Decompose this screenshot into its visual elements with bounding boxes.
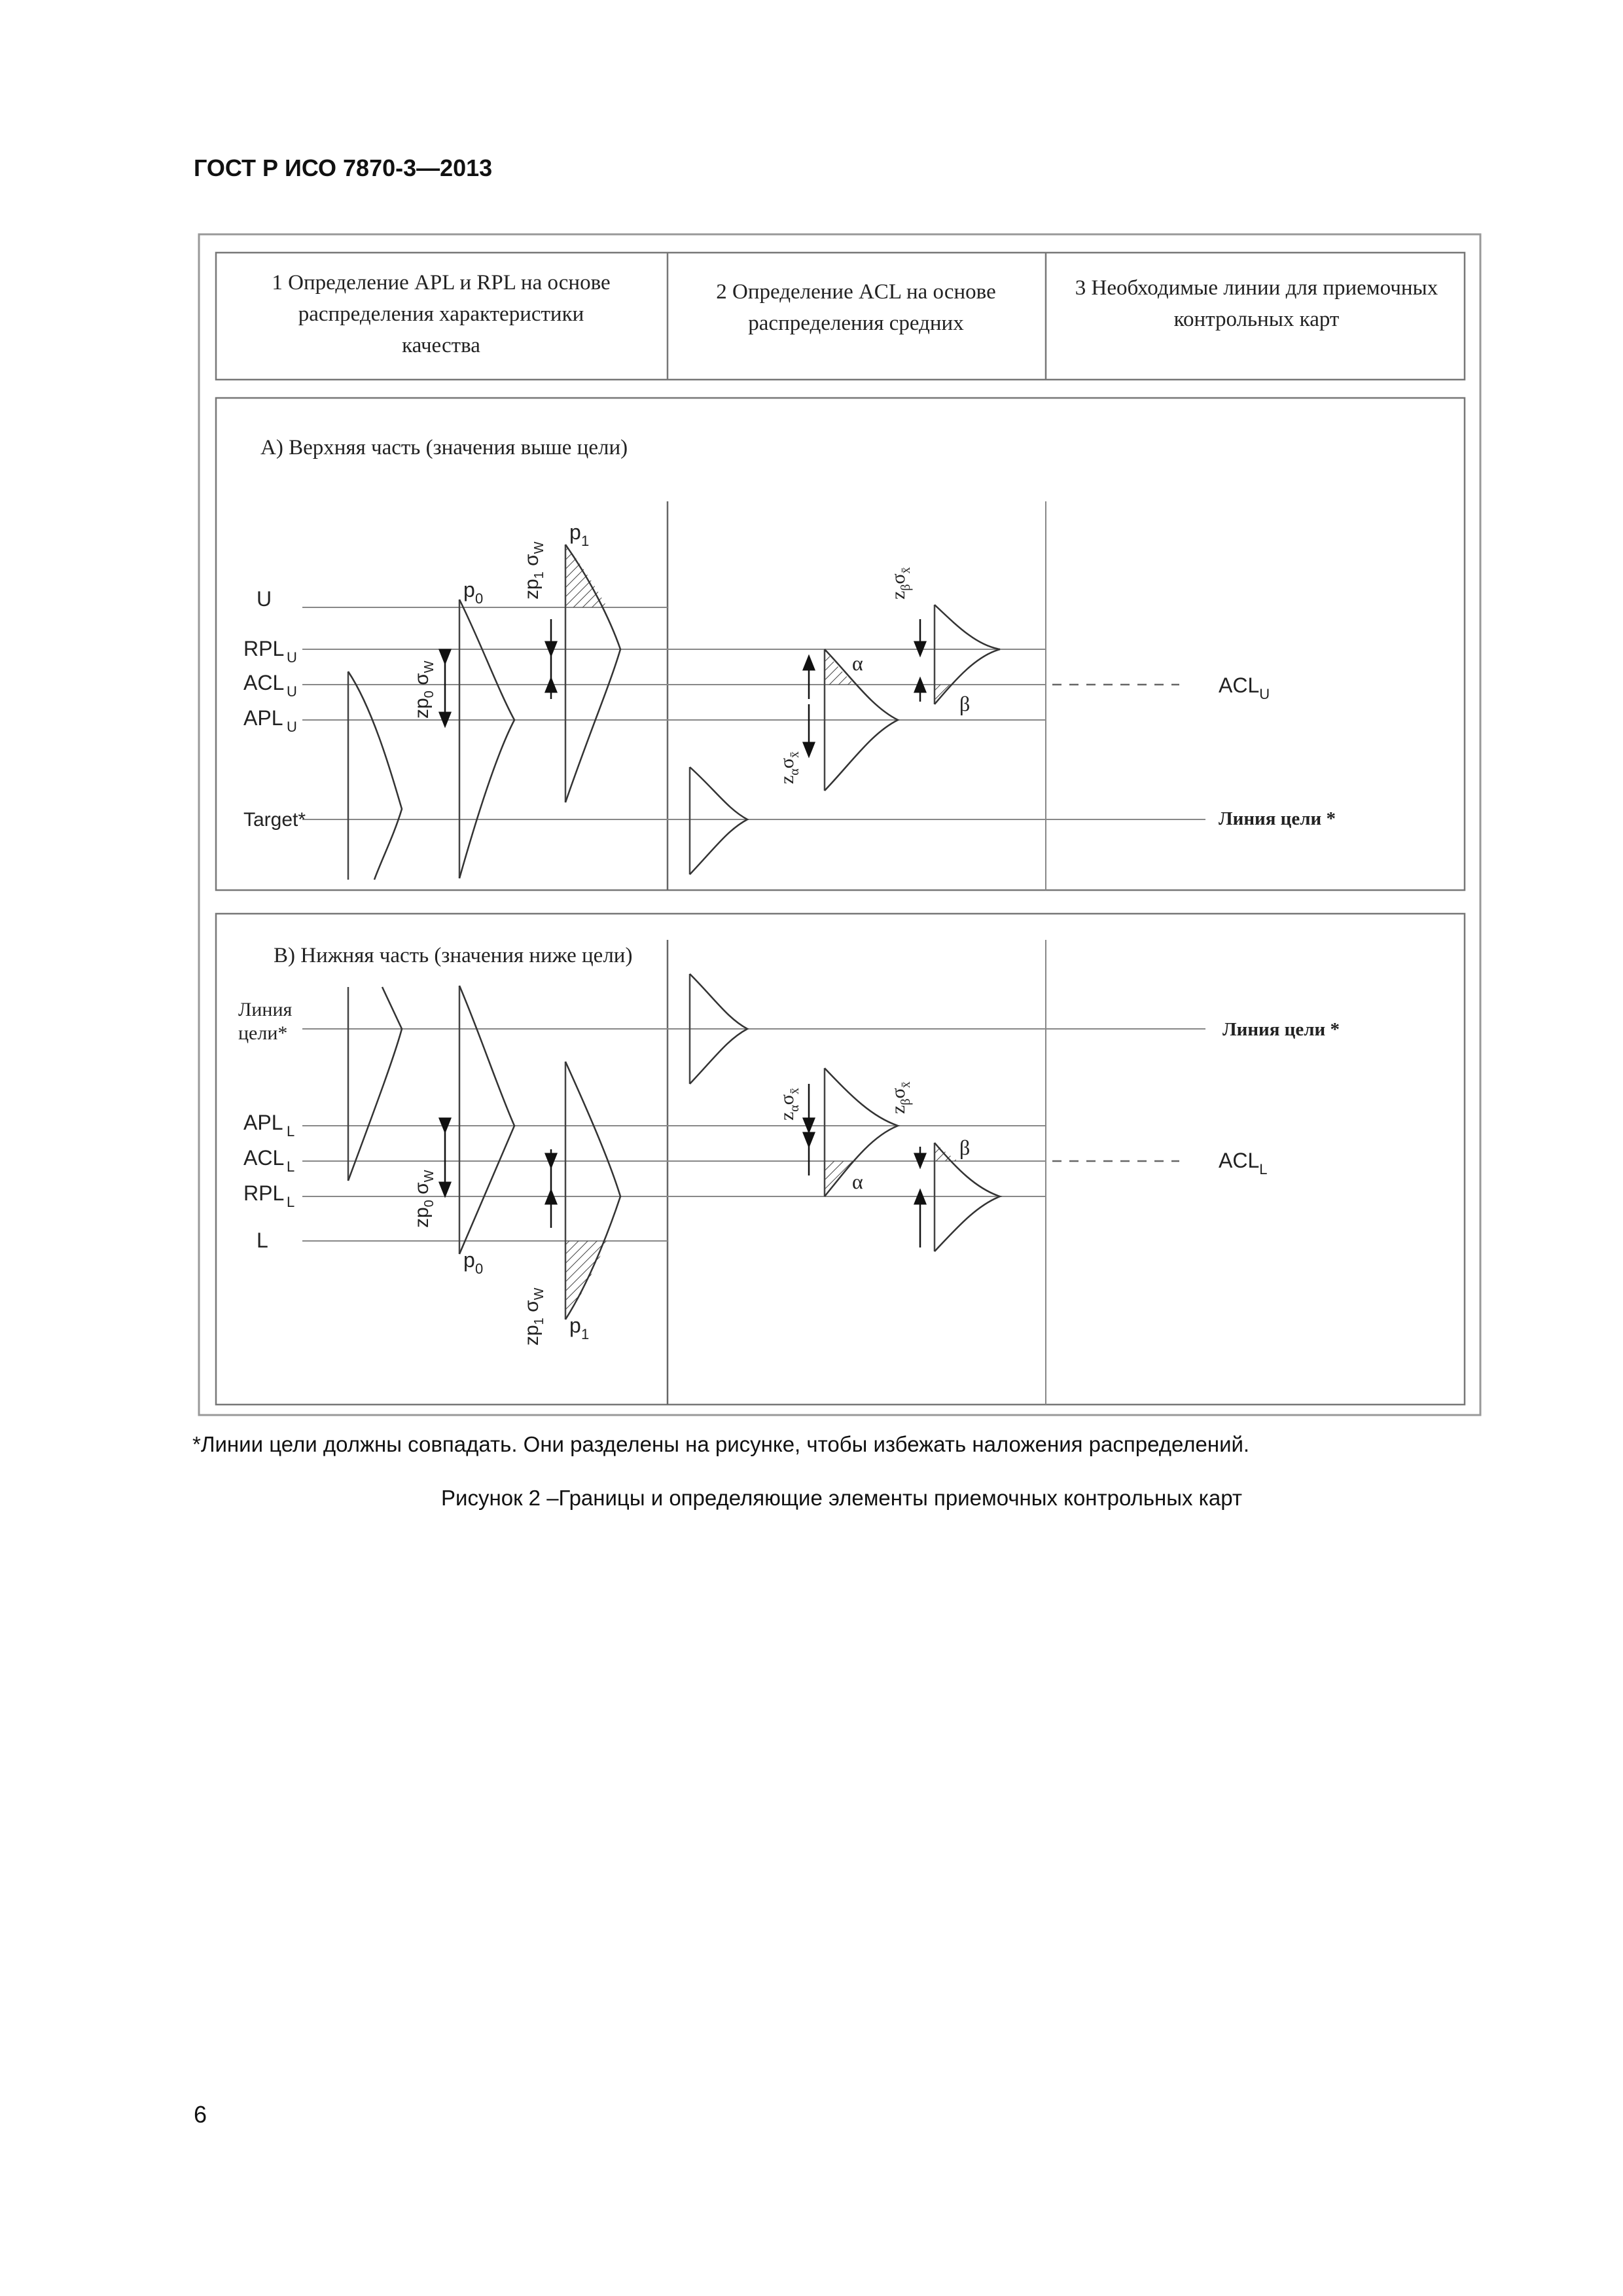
figure-acceptance-control-charts [198, 233, 1482, 1416]
upper-label-acl: ACL [243, 671, 285, 694]
lower-label-acl: ACL [243, 1146, 285, 1170]
upper-z-beta-label: $z_\beta\sigma_{x̄}$ [887, 567, 913, 600]
column-3-header-line-2: контрольных карт [1173, 308, 1340, 331]
lower-beta-label: β [959, 1136, 971, 1159]
column-2-header-line-1: 2 Определение ACL на основе [716, 280, 996, 304]
lower-p0-label: p [463, 1248, 475, 1272]
upper-label-rpl: RPL [243, 637, 285, 660]
document-header: ГОСТ Р ИСО 7870-3—2013 [194, 154, 493, 181]
upper-alpha-label: α [852, 651, 863, 675]
lower-zp0-label: $zp_0$ $\sigma_W$ [411, 1170, 437, 1228]
lower-panel [216, 914, 1465, 1405]
figure-caption: Рисунок 2 –Границы и определяющие элементы приемочных контрольных карт [441, 1486, 1242, 1510]
lower-zp1-label: $zp_1$ $\sigma_W$ [521, 1287, 546, 1346]
upper-label-rpl-sub: U [287, 649, 297, 666]
column-1-header-line-3: качества [402, 334, 480, 357]
lower-p1-label-sub: 1 [581, 1326, 590, 1342]
lower-beta-hatched-area [935, 1143, 958, 1161]
lower-label-acl-sub: L [287, 1158, 295, 1175]
upper-beta-label: β [959, 692, 971, 715]
upper-z-alpha-label: $z_\alpha\sigma_{x̄}$ [776, 751, 802, 784]
column-1-header-line-2: распределения характеристики [298, 302, 584, 326]
upper-quality-distribution [348, 672, 402, 880]
column-2-header-line-2: распределения средних [748, 312, 964, 335]
lower-p0-distribution [459, 986, 514, 1254]
upper-p1-label: p [569, 520, 581, 544]
upper-target-line-label: Линия цели * [1219, 808, 1336, 829]
column-3-header-line-1: 3 Необходимые линии для приемочных [1075, 276, 1438, 300]
upper-acl-line-label: $ACL_U$ [1219, 673, 1270, 702]
lower-label-target-line-2: цели* [238, 1022, 288, 1044]
column-1-header-line-1: 1 Определение APL и RPL на основе [272, 271, 611, 295]
lower-alpha-label: α [852, 1170, 863, 1193]
lower-acl-line-label: $ACL_L$ [1219, 1149, 1268, 1177]
upper-p0-label: p [463, 578, 475, 601]
lower-target-line-label: Линия цели * [1222, 1019, 1340, 1040]
upper-zp0-label: $zp_0$ $\sigma_W$ [411, 660, 437, 719]
lower-z-beta-label: $z_\beta\sigma_{x̄}$ [887, 1081, 913, 1114]
upper-p1-label-sub: 1 [581, 533, 590, 549]
lower-label-apl: APL [243, 1111, 283, 1134]
upper-target-mean-distribution [690, 767, 747, 874]
lower-label-l: L [257, 1229, 268, 1252]
upper-panel-title: А) Верхняя часть (значения выше цели) [260, 436, 628, 459]
lower-label-rpl-sub: L [287, 1194, 295, 1210]
upper-p0-label-sub: 0 [475, 590, 484, 607]
lower-p0-label-sub: 0 [475, 1261, 484, 1277]
upper-label-apl-sub: U [287, 719, 297, 735]
lower-panel-title: В) Нижняя часть (значения ниже цели) [274, 944, 633, 967]
upper-label-apl: APL [243, 706, 283, 730]
lower-z-alpha-label: $z_\alpha\sigma_{x̄}$ [776, 1088, 802, 1121]
lower-label-rpl: RPL [243, 1181, 285, 1205]
upper-p0-distribution [459, 600, 514, 878]
upper-label-target: Target* [243, 809, 306, 831]
upper-label-acl-sub: U [287, 683, 297, 700]
figure-footnote: *Линии цели должны совпадать. Они разделены на рисунке, чтобы избежать наложения распределений. [192, 1432, 1250, 1456]
page-number: 6 [194, 2101, 207, 2128]
lower-quality-distribution [348, 987, 402, 1181]
upper-label-u: U [257, 587, 272, 611]
lower-label-apl-sub: L [287, 1123, 295, 1139]
figure-diagram [198, 233, 1482, 1416]
upper-zp1-label: $zp_1$ $\sigma_W$ [521, 541, 546, 600]
lower-label-target-line-1: Линия [238, 999, 293, 1020]
lower-p1-label: p [569, 1314, 581, 1337]
